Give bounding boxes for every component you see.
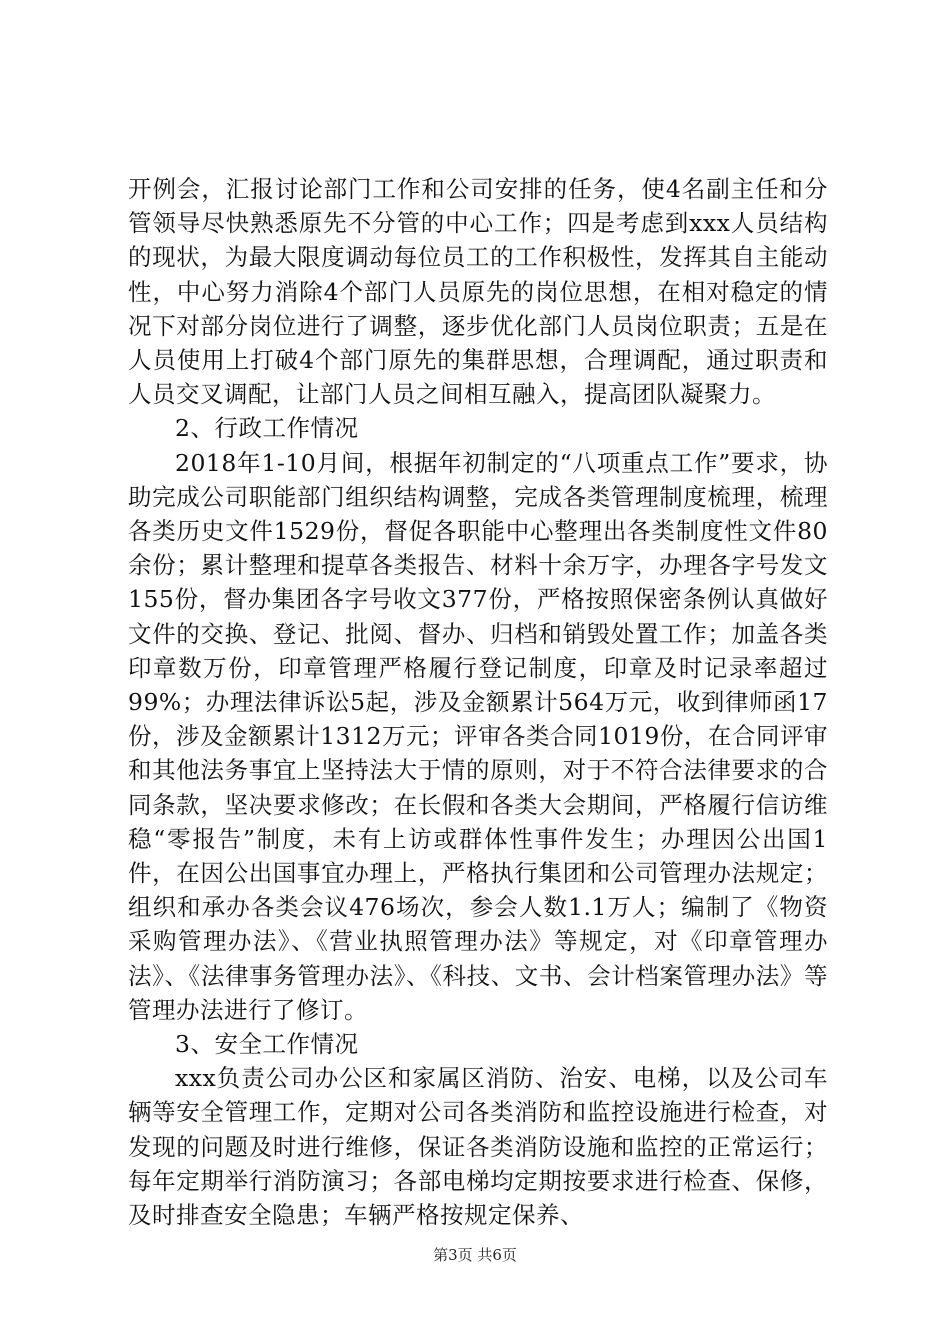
paragraph-1: 开例会，汇报讨论部门工作和公司安排的任务，使4名副主任和分管领导尽快熟悉原先不分管的中心工作；四是考虑到xxx人员结构的现状，为最大限度调动每位员工的工作积极性，发挥其自主能动性，中心努力消除4个部门人员原先的岗位思想，在相对稳定的情况下对部分岗位进行了调整，逐步优化部门人员岗位职责；五是在人员使用上打破4个部门原先的集群思想，合理调配，通过职责和人员交叉调配，让部门人员之间相互融入，提高团队凝聚力。 xyxy=(128,175,828,409)
section-heading-administrative: 2、行政工作情况 xyxy=(175,414,359,443)
section-heading-safety: 3、安全工作情况 xyxy=(175,1030,359,1059)
document-body xyxy=(128,172,828,1232)
page-footer: 第3页 共6页 xyxy=(433,1246,517,1264)
paragraph-administrative: 2018年1-10月间，根据年初制定的“八项重点工作”要求，协助完成公司职能部门组织结构调整，完成各类管理制度梳理，梳理各类历史文件1529份，督促各职能中心整理出各类制度性文件80余份；累计整理和提草各类报告、材料十余万字，办理各字号发文155份，督办集团各字号收文377份，严格按照保密条例认真做好文件的交换、登记、批阅、督办、归档和销毁处置工作；加盖各类印章数万份，印章管理严格履行登记制度，印章及时记录率超过99%；办理法律诉讼5起，涉及金额累计564万元，收到律师函17份，涉及金额累计1312万元；评审各类合同1019份，在合同评审和其他法务事宜上坚持法大于情的原则，对于不符合法律要求的合同条款，坚决要求修改；在长假和各类大会期间，严格履行信访维稳“零报告”制度，未有上访或群体性事件发生；办理因公出国1件，在因公出国事宜办理上，严格执行集团和公司管理办法规定；组织和承办各类会议476场次，参会人数1.1万人；编制了《物资采购管理办法》、《营业执照管理办法》等规定，对《印章管理办法》、《法律事务管理办法》、《科技、文书、会计档案管理办法》等管理办法进行了修订。 xyxy=(128,448,828,1024)
paragraph-safety: xxx负责公司办公区和家属区消防、治安、电梯，以及公司车辆等安全管理工作，定期对公司各类消防和监控设施进行检查，对发现的问题及时进行维修，保证各类消防设施和监控的正常运行；每年定期举行消防演习；各部电梯均定期按要求进行检查、保修，及时排查安全隐患；车辆严格按规定保养、 xyxy=(128,1064,828,1230)
